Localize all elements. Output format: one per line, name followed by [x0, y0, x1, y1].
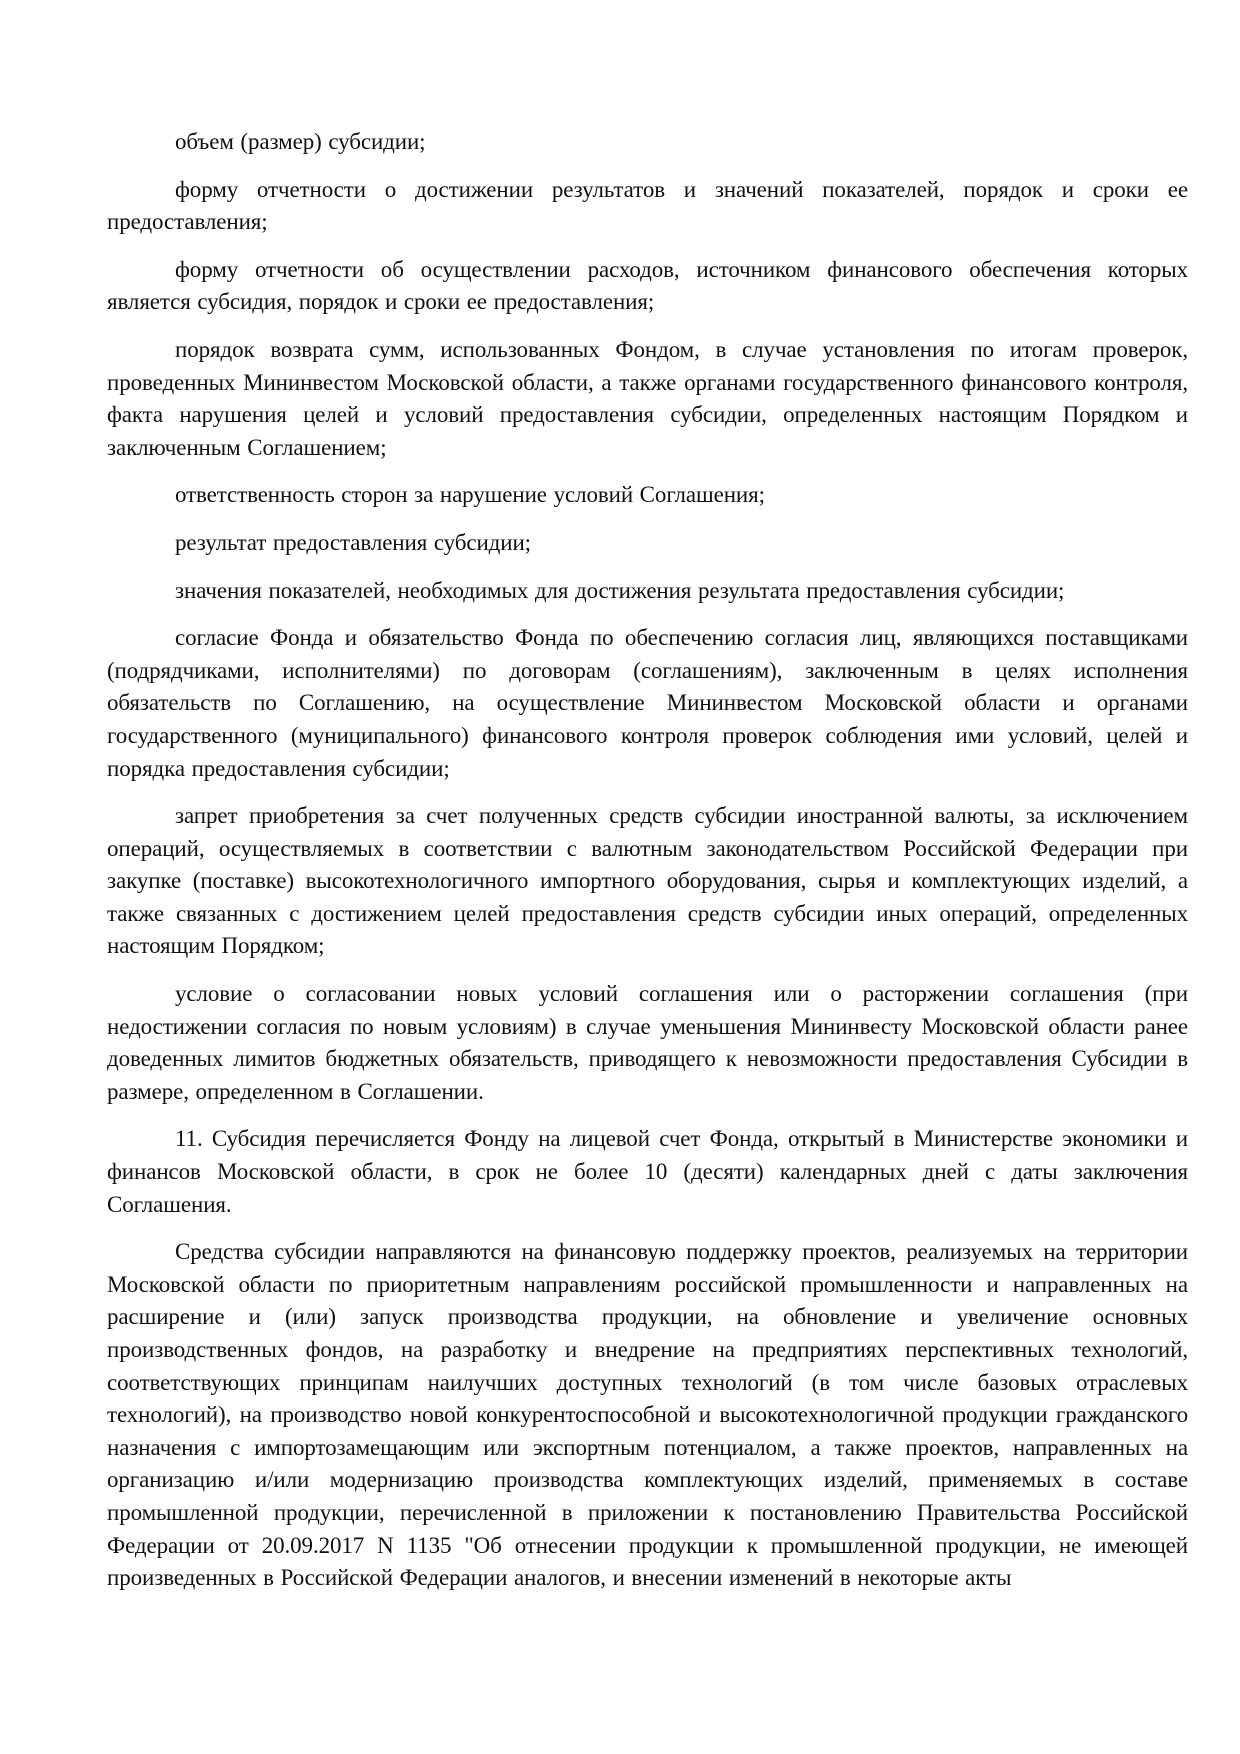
paragraph-subsidy-funds-purpose: Средства субсидии направляются на финансовую поддержку проектов, реализуемых на территории Московской области по приоритетным направлениям российской промышленности и направленных на расширение и (или) запуск производства продукции, на обновление и увеличение основных производственных фондов, на разработку и внедрение на предприятиях перспективных технологий, соответствующих принципам наилучших доступных технологий (в том числе базовых отраслевых технологий), на производство новой конкурентоспособной и высокотехнологичной продукции гражданского назначения с импортозамещающим или экспортным потенциалом, а также проектов, направленных на организацию и/или модернизацию производства комплектующих изделий, применяемых в составе промышленной продукции, перечисленной в приложении к постановлению Правительства Российской Федерации от 20.09.2017 N 1135 "Об отнесении продукции к промышленной продукции, не имеющей произведенных в Российской Федерации аналогов, и внесении изменений в некоторые акты: [107, 1239, 1188, 1591]
paragraph-parties-liability: ответственность сторон за нарушение условий Соглашения;: [175, 482, 765, 508]
paragraph-new-terms-condition: условие о согласовании новых условий соглашения или о расторжении соглашения (при недостижении согласия по новым условиям) в случае уменьшения Мининвесту Московской области ранее доведенных лимитов бюджетных обязательств, приводящего к невозможности предоставления Субсидии в размере, определенном в Соглашении.: [107, 981, 1188, 1104]
paragraph-fund-consent: согласие Фонда и обязательство Фонда по обеспечению согласия лиц, являющихся поставщиками (подрядчиками, исполнителями) по договорам (соглашениям), заключенным в целях исполнения обязательств по Соглашению, на осуществление Мининвестом Московской области и органами государственного (муниципального) финансового контроля проверок соблюдения ими условий, целей и порядка предоставления субсидии;: [107, 625, 1188, 781]
paragraph-results-report-form: форму отчетности о достижении результатов и значений показателей, порядок и сроки ее предоставления;: [107, 176, 1188, 235]
paragraph-currency-ban: запрет приобретения за счет полученных средств субсидии иностранной валюты, за исключением операций, осуществляемых в соответствии с валютным законодательством Российской Федерации при закупке (поставке) высокотехнологичного импортного оборудования, сырья и комплектующих изделий, а также связанных с достижением целей предоставления средств субсидии иных операций, определенных настоящим Порядком;: [107, 803, 1188, 959]
paragraph-subsidy-volume: объем (размер) субсидии;: [175, 129, 426, 154]
paragraph-indicator-values: значения показателей, необходимых для достижения результата предоставления субсидии;: [175, 577, 1065, 603]
paragraph-item-11-transfer: 11. Субсидия перечисляется Фонду на лицевой счет Фонда, открытый в Министерстве экономики и финансов Московской области, в срок не более 10 (десяти) календарных дней с даты заключения Соглашения.: [107, 1126, 1188, 1217]
paragraph-subsidy-result: результат предоставления субсидии;: [175, 529, 531, 555]
paragraph-expenses-report-form: форму отчетности об осуществлении расходов, источником финансового обеспечения которых является субсидия, порядок и сроки ее предоставления;: [107, 256, 1188, 315]
paragraph-refund-procedure: порядок возврата сумм, использованных Фондом, в случае установления по итогам проверок, проведенных Мининвестом Московской области, а также органами государственного финансового контроля, факта нарушения целей и условий предоставления субсидии, определенных настоящим Порядком и заключенным Соглашением;: [107, 336, 1188, 460]
